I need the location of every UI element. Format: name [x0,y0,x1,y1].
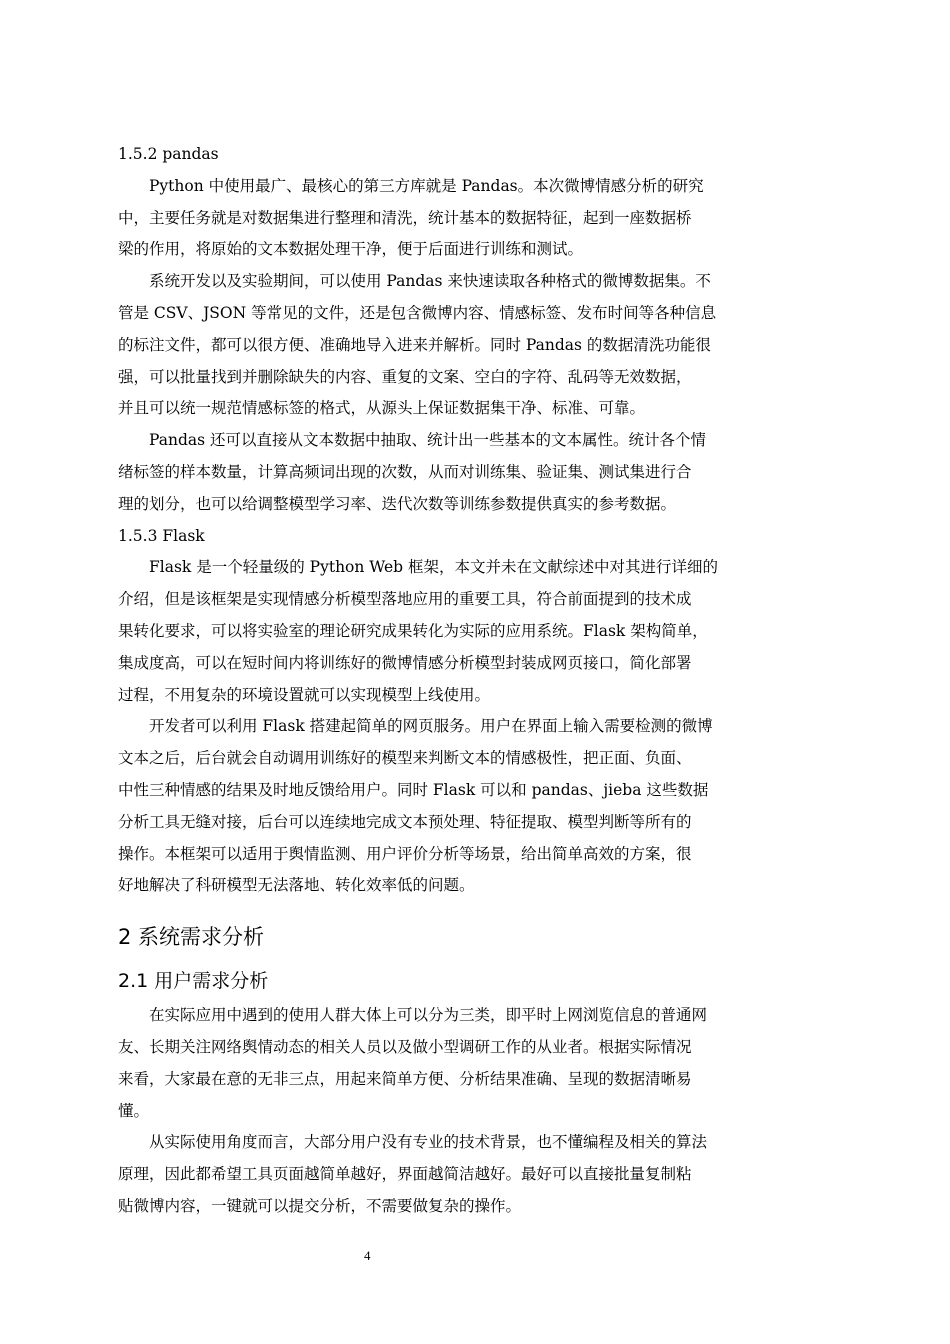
text-line: 强，可以批量找到并删除缺失的内容、重复的文案、空白的字符、乱码等无效数据， [118,367,692,386]
text-line: 来看，大家最在意的无非三点，用起来简单方便、分析结果准确、呈现的数据清晰易 [118,1069,692,1088]
text-line: Pandas 还可以直接从文本数据中抽取、统计出一些基本的文本属性。统计各个情 [149,431,707,450]
text-line: 的标注文件，都可以很方便、准确地导入进来并解析。同时 Pandas 的数据清洗功能很 [118,335,711,354]
paragraph-flask-usage [118,711,838,902]
text-line: 中，主要任务就是对数据集进行整理和清洗，统计基本的数据特征，起到一座数据桥 [118,208,692,227]
text-line: 系统开发以及实验期间，可以使用 Pandas 来快速读取各种格式的微博数据集。不 [149,272,711,291]
text-line: 开发者可以利用 Flask 搭建起简单的网页服务。用户在界面上输入需要检测的微博 [149,717,713,736]
paragraph-pandas-cleaning [118,266,838,425]
text-line: 中性三种情感的结果及时地反馈给用户。同时 Flask 可以和 pandas、jieba 这些数据 [118,780,709,799]
text-line: 操作。本框架可以适用于舆情监测、用户评价分析等场景，给出简单高效的方案，很 [118,844,692,863]
text-line: 懂。 [118,1101,150,1120]
text-line: 绪标签的样本数量，计算高频词出现的次数，从而对训练集、验证集、测试集进行合 [118,462,692,481]
chapter-heading-2: 2 系统需求分析 [118,925,265,950]
text-line: 过程，不用复杂的环境设置就可以实现模型上线使用。 [118,685,491,704]
text-line: 原理，因此都希望工具页面越简单越好，界面越简洁越好。最好可以直接批量复制粘 [118,1165,692,1184]
text-line: 从实际使用角度而言，大部分用户没有专业的技术背景，也不懂编程及相关的算法 [149,1133,708,1152]
text-line: 贴微博内容，一键就可以提交分析，不需要做复杂的操作。 [118,1196,522,1215]
text-line: 果转化要求，可以将实验室的理论研究成果转化为实际的应用系统。Flask 架构简单， [118,621,708,640]
text-line: 在实际应用中遇到的使用人群大体上可以分为三类，即平时上网浏览信息的普通网 [149,1006,708,1025]
text-line: Flask 是一个轻量级的 Python Web 框架，本文并未在文献综述中对其进行详细的 [149,558,718,577]
page-number: 4 [364,1248,371,1263]
paragraph-pandas-intro [118,171,838,266]
paragraph-user-expectations [118,1127,838,1222]
page-body [118,139,838,1223]
text-line: 管是 CSV、JSON 等常见的文件，还是包含微博内容、情感标签、发布时间等各种信息 [118,303,717,322]
text-line: 分析工具无缝对接，后台可以连续地完成文本预处理、特征提取、模型判断等所有的 [118,812,692,831]
text-line: 介绍，但是该框架是实现情感分析模型落地应用的重要工具，符合前面提到的技术成 [118,590,692,609]
text-line: 好地解决了科研模型无法落地、转化效率低的问题。 [118,876,475,895]
paragraph-pandas-statistics [118,425,838,520]
text-line: 友、长期关注网络舆情动态的相关人员以及做小型调研工作的从业者。根据实际情况 [118,1037,692,1056]
text-line: 梁的作用，将原始的文本数据处理干净，便于后面进行训练和测试。 [118,240,584,259]
section-heading-1-5-2: 1.5.2 pandas [118,145,219,163]
text-line: 集成度高，可以在短时间内将训练好的微博情感分析模型封装成网页接口，简化部署 [118,653,692,672]
section-heading-2-1: 2.1 用户需求分析 [118,970,269,993]
text-line: Python 中使用最广、最核心的第三方库就是 Pandas。本次微博情感分析的研究 [149,176,704,195]
text-line: 文本之后，后台就会自动调用训练好的模型来判断文本的情感极性，把正面、负面、 [118,749,692,768]
paragraph-flask-intro [118,552,838,711]
text-line: 理的划分，也可以给调整模型学习率、迭代次数等训练参数提供真实的参考数据。 [118,494,677,513]
paragraph-user-groups [118,1000,838,1127]
section-heading-1-5-3: 1.5.3 Flask [118,526,205,545]
text-line: 并且可以统一规范情感标签的格式，从源头上保证数据集干净、标准、可靠。 [118,399,646,418]
